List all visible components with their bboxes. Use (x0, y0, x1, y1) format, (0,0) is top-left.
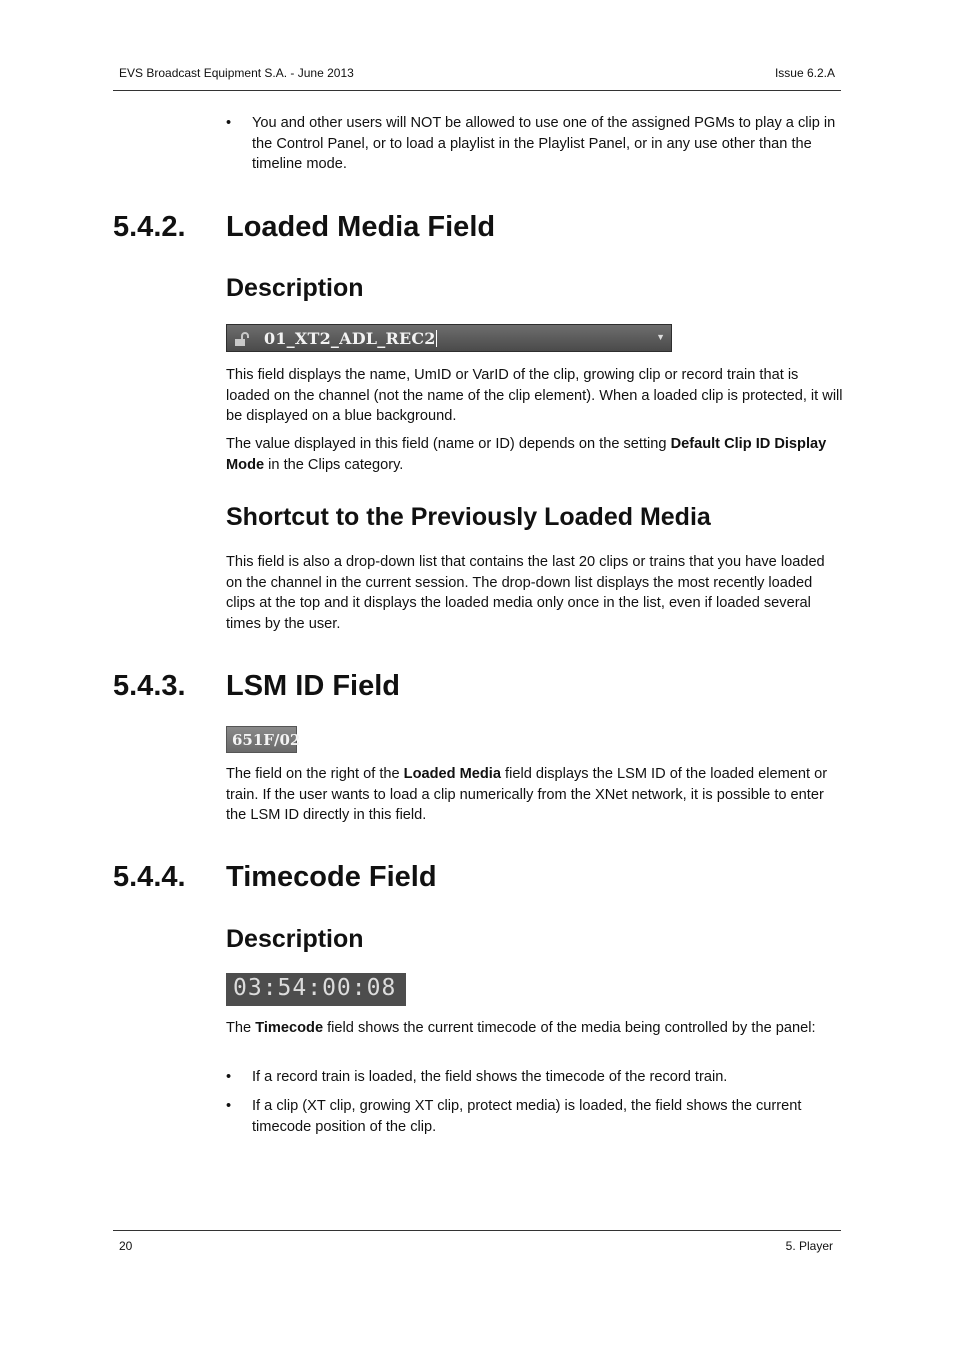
section-number: 5.4.3. (113, 670, 186, 702)
list-item (226, 1096, 844, 1137)
intro-bullet (226, 113, 844, 175)
section-title: Loaded Media Field (226, 211, 496, 243)
bullet-dot: • (226, 1098, 232, 1114)
header-issue: Issue 6.2.A (774, 66, 835, 80)
section-title: LSM ID Field (226, 670, 400, 702)
shortcut-paragraph: This field is also a drop-down list that contains the last 20 clips or trains that you have loaded on the channel in the current session. The drop-down list displays the most recently loaded clips at the top and it displays the loaded media only once in the list, even if loaded several times by the user. (226, 554, 825, 632)
section-heading-542 (113, 211, 495, 244)
section-number: 5.4.4. (113, 861, 186, 893)
header-publisher: EVS Broadcast Equipment S.A. - June 2013 (119, 66, 354, 80)
lsm-id-field[interactable] (226, 726, 301, 753)
section-heading-543 (113, 670, 400, 703)
loaded-media-field[interactable] (226, 324, 672, 352)
timecode-paragraph: The Timecode field shows the current timecode of the media being controlled by the panel: (226, 1020, 816, 1036)
page-footer (113, 1230, 841, 1253)
lsm-id-value: 651F/02 (232, 731, 301, 749)
bullet-text: If a clip (XT clip, growing XT clip, protect media) is loaded, the field shows the current timecode position of the clip. (252, 1098, 802, 1135)
description-paragraph: This field displays the name, UmID or VarID of the clip, growing clip or record train that is loaded on the channel (not the name of the clip element). When a loaded clip is protected, it will be displayed on a blue background. (226, 367, 843, 424)
lsm-id-paragraph: The field on the right of the Loaded Media field displays the LSM ID of the loaded element or train. If the user wants to load a clip numerically from the XNet network, it is possible to enter the LSM ID directly in this field. (226, 766, 828, 823)
timecode-value: 03:54:00:08 (233, 975, 397, 1001)
unlock-icon (233, 331, 249, 347)
bullet-text: You and other users will NOT be allowed to use one of the assigned PGMs to play a clip in the Control Panel, or to load a playlist in the Playlist Panel, or in any use other than the timeline mode. (252, 115, 836, 172)
subheading-description: Description (226, 274, 364, 302)
list-item (226, 1067, 844, 1088)
display-mode-paragraph: The value displayed in this field (name or ID) depends on the setting Default Clip ID Display Mode in the Clips category. (226, 436, 827, 473)
page-header (113, 64, 841, 91)
section-title: Timecode Field (226, 861, 437, 893)
subheading-shortcut: Shortcut to the Previously Loaded Media (226, 503, 711, 531)
bullet-text: If a record train is loaded, the field shows the timecode of the record train. (252, 1069, 728, 1085)
section-number: 5.4.2. (113, 211, 186, 243)
loaded-media-value: 01_XT2_ADL_REC2 (264, 329, 436, 348)
bullet-dot: • (226, 1069, 232, 1085)
subheading-description: Description (226, 925, 364, 953)
timecode-field (226, 973, 406, 1006)
bullet-dot: • (226, 115, 232, 131)
section-heading-544 (113, 861, 437, 894)
dropdown-arrow-icon[interactable]: ▼ (656, 332, 665, 342)
chapter-name: 5. Player (785, 1239, 833, 1253)
page-number: 20 (119, 1239, 133, 1253)
